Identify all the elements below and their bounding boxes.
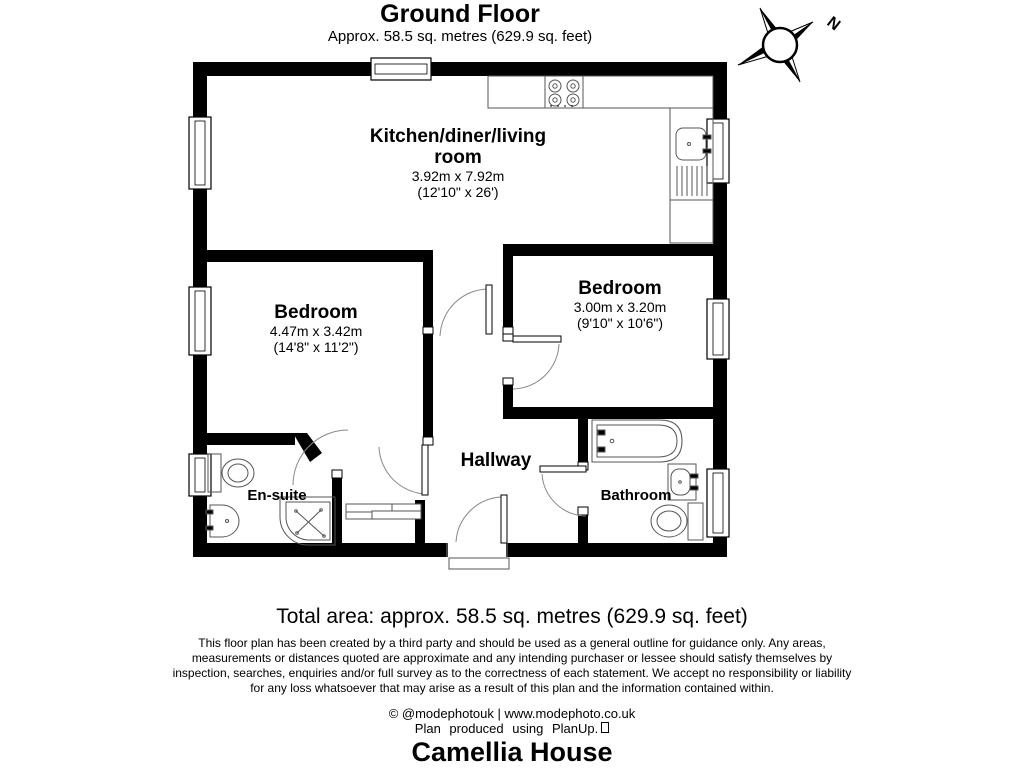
missing-glyph-box <box>601 722 609 733</box>
bedroom2-name: Bedroom <box>578 278 662 299</box>
label-kitchen <box>308 126 608 200</box>
total-area-text: Total area: approx. 58.5 sq. metres (629.9 sq. feet) <box>276 605 748 628</box>
wall-bathroom-left-upper <box>578 415 588 462</box>
wall-bedroom2-bathroom <box>503 407 713 419</box>
counter-top <box>488 76 713 108</box>
bedroom2-dims-imperial: (9'10" x 10'6") <box>576 315 664 331</box>
wall-kitchen-bedroom1 <box>207 250 433 262</box>
compass-north-label: N <box>823 13 844 35</box>
kitchen-dims-metric: 3.92m x 7.92m <box>411 168 505 184</box>
bedroom1-dims-imperial: (14'8" x 11'2") <box>273 339 359 355</box>
disclaimer-line3: inspection, searches, enquiries and/or full survey as to the correctness of each statement. We accept no responsibility or liability <box>172 666 852 680</box>
bedroom1-dims-metric: 4.47m x 3.42m <box>269 323 363 339</box>
door-bedroom2 <box>513 336 561 389</box>
disclaimer <box>112 636 912 696</box>
wall-kitchen-bedroom2 <box>503 244 713 256</box>
label-hallway: Hallway <box>460 450 532 471</box>
property-name: Camellia House <box>411 737 613 767</box>
door-entrance <box>446 495 509 569</box>
wall-bedroom1-bottom <box>207 433 295 445</box>
disclaimer-line1: This floor plan has been created by a third party and should be used as a general outline for guidance only. Any areas, <box>198 636 826 650</box>
ensuite-basin <box>206 505 239 537</box>
disclaimer-line2: measurements or distances quoted are approximate and any intending purchaser or lessee should satisfy themselves by <box>191 651 833 665</box>
door-jambs <box>332 327 588 515</box>
door-bedroom1 <box>379 445 428 495</box>
window-bathroom-right <box>707 469 733 537</box>
wall-bathroom-left-lower <box>578 515 588 543</box>
page-subtitle: Approx. 58.5 sq. metres (629.9 sq. feet) <box>327 28 593 45</box>
cupboard <box>346 504 421 519</box>
produced-line <box>212 721 812 736</box>
wall-top <box>193 62 727 76</box>
window-kitchen-left <box>189 117 211 189</box>
kitchen-name-line1: Kitchen/diner/living <box>369 126 547 147</box>
disclaimer-line4: for any loss whatsoever that may arise as a result of this plan and the information contained within. <box>250 681 774 695</box>
door-kitchen-hallway <box>440 285 492 336</box>
hob <box>545 76 583 108</box>
drainer <box>677 166 707 196</box>
credit-line: © @modephotouk | www.modephoto.co.uk <box>388 706 636 721</box>
kitchen-dims-imperial: (12'10" x 26') <box>417 184 499 200</box>
bedroom2-dims-metric: 3.00m x 3.20m <box>573 299 667 315</box>
bedroom1-name: Bedroom <box>274 302 358 323</box>
bathroom-toilet <box>651 503 703 540</box>
shower <box>280 497 335 545</box>
kitchen-name-line2: room <box>434 147 482 168</box>
label-bedroom2 <box>500 278 740 331</box>
label-ensuite: En-suite <box>247 487 307 504</box>
label-bedroom1 <box>196 302 436 355</box>
bathroom-fixtures <box>592 420 703 540</box>
compass-circle <box>763 28 797 62</box>
window-kitchen-top <box>371 58 431 80</box>
kitchen-sink <box>676 128 711 160</box>
compass-rose <box>738 8 843 82</box>
label-bathroom: Bathroom <box>600 487 672 504</box>
entrance-step <box>449 558 509 569</box>
bath-tub <box>592 420 682 462</box>
produced-text: Plan produced using PlanUp. <box>414 721 599 736</box>
page-title: Ground Floor <box>380 0 540 28</box>
